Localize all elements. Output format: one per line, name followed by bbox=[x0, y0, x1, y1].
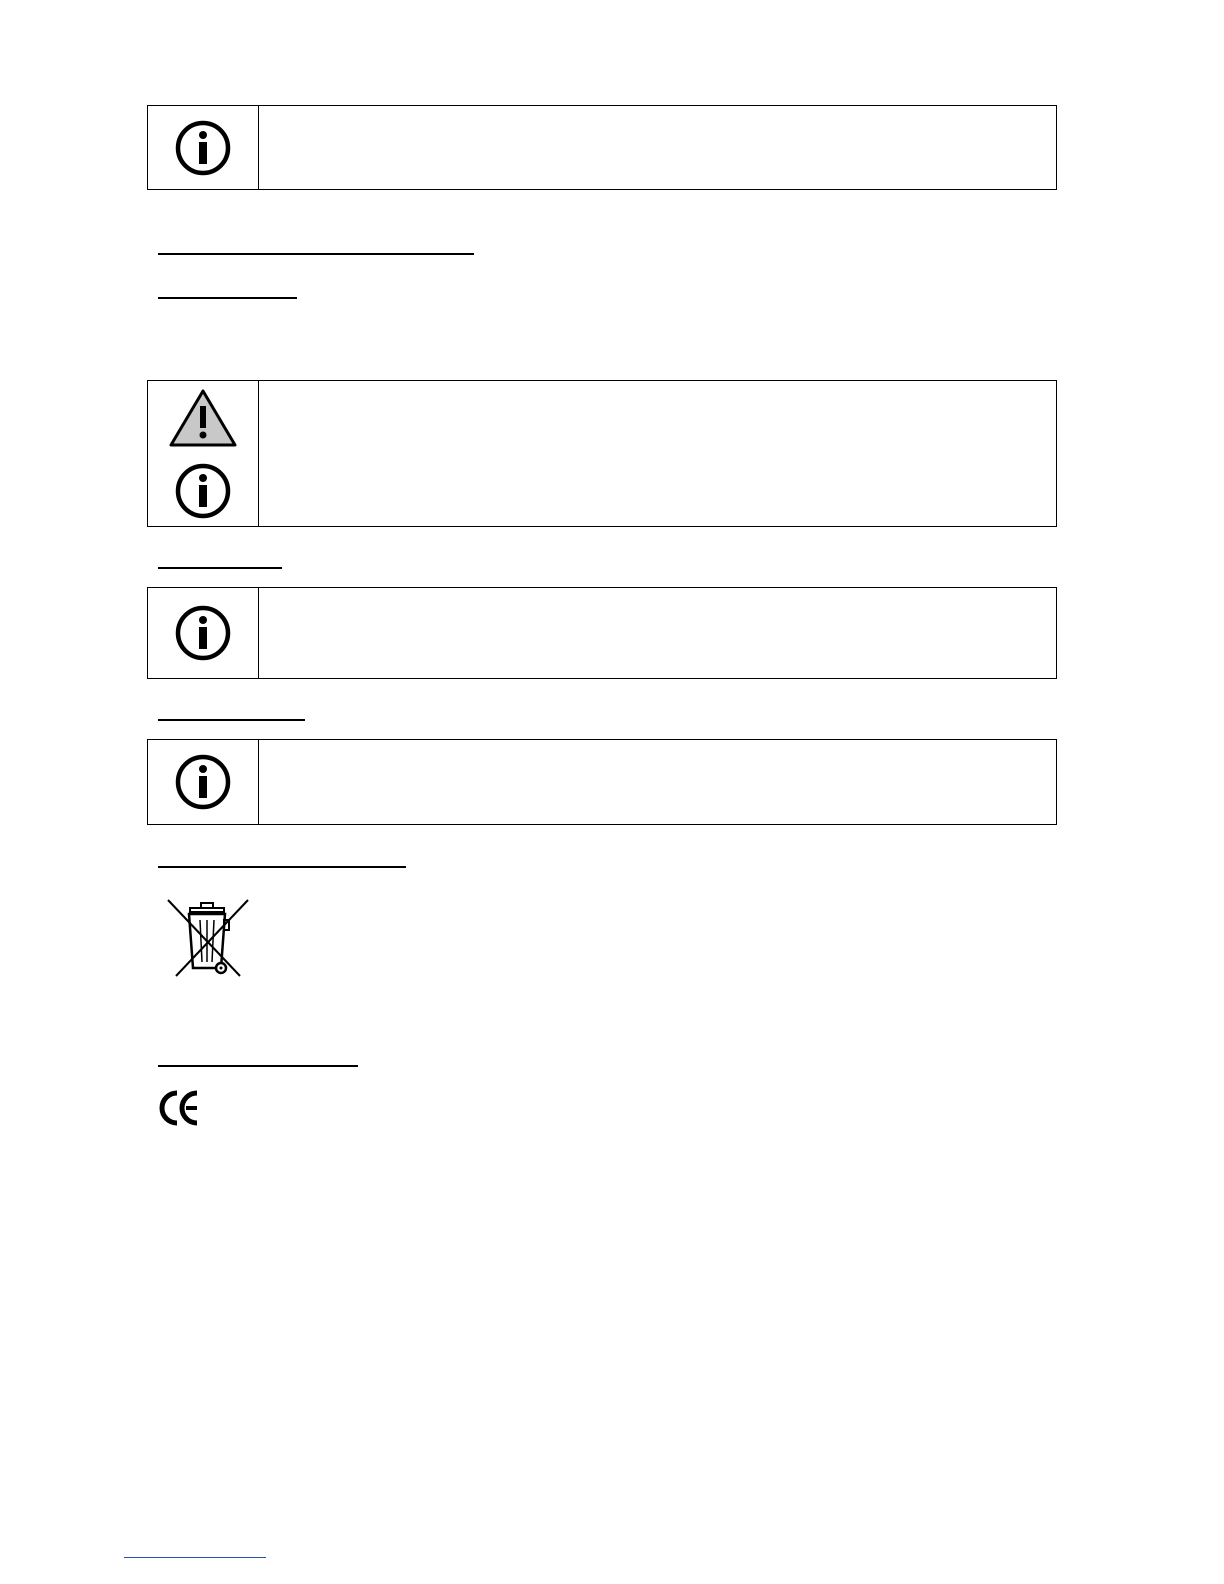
info-notice-box-1 bbox=[147, 105, 1057, 190]
info-notice-box-2 bbox=[147, 587, 1057, 679]
footer-link-underline bbox=[124, 1557, 266, 1558]
notice-text-area bbox=[259, 588, 1056, 678]
ce-mark-icon bbox=[159, 1090, 201, 1126]
notice-text-area bbox=[259, 740, 1056, 824]
info-notice-box-3 bbox=[147, 739, 1057, 825]
subsection-heading-underline bbox=[158, 567, 282, 569]
weee-bin-icon bbox=[164, 896, 250, 978]
warning-icon bbox=[168, 388, 238, 448]
notice-text-area bbox=[259, 106, 1056, 189]
notice-icon-column bbox=[148, 381, 259, 526]
section-heading-underline bbox=[158, 866, 406, 868]
subsection-heading-underline bbox=[158, 297, 297, 299]
notice-icon-column bbox=[148, 106, 259, 189]
notice-icon-column bbox=[148, 740, 259, 824]
section-heading-underline bbox=[158, 253, 474, 255]
subsection-heading-underline bbox=[158, 719, 305, 721]
info-icon bbox=[174, 119, 232, 177]
info-icon bbox=[174, 462, 232, 520]
warning-notice-box bbox=[147, 380, 1057, 527]
section-heading-underline bbox=[158, 1065, 358, 1067]
info-icon bbox=[174, 753, 232, 811]
notice-text-area bbox=[259, 381, 1056, 526]
notice-icon-column bbox=[148, 588, 259, 678]
info-icon bbox=[174, 604, 232, 662]
